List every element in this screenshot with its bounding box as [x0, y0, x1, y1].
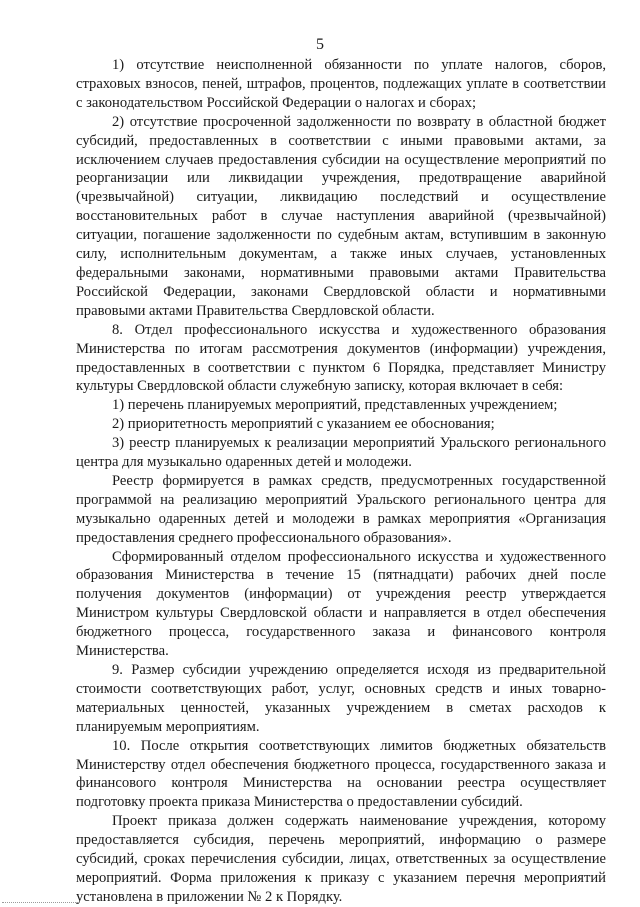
- paragraph-item-10: 10. После открытия соответствующих лимитов бюджетных обязательств Министерству отдел обеспечения бюджетного процесса, государственного заказа и финансового контроля Министерства на основании реестра осуществляет подготовку проекта приказа Министерства о предоставлении субсидий.: [76, 737, 606, 811]
- paragraph-list-item-2: 2) приоритетность мероприятий с указанием ее обоснования;: [112, 416, 495, 433]
- paragraph-list-item-3: 3) реестр планируемых к реализации мероприятий Уральского регионального центра для музыкально одаренных детей и молодежи.: [76, 435, 606, 471]
- paragraph-condition-1-taxes: 1) отсутствие неисполненной обязанности по уплате налогов, сборов, страховых взносов, пеней, штрафов, процентов, подлежащих уплате в соответствии с законодательством Российской Федерации о налогах и сборах;: [76, 57, 606, 111]
- document-body: [76, 56, 606, 907]
- paragraph-registry-approval: Сформированный отделом профессионального искусства и художественного образования Министерства в течение 15 (пятнадцати) рабочих дней после получения документов (информации) от учреждения реестр утверждается Министром культуры Свердловской области и направляется в отдел обеспечения бюджетного процесса, государственного заказа и финансового контроля Министерства.: [76, 548, 606, 660]
- paragraph-registry: Реестр формируется в рамках средств, предусмотренных государственной программой на реализацию мероприятий Уральского регионального центра для музыкально одаренных детей и молодежи в рамках мероприятия «Организация предоставления среднего профессионального образования».: [76, 472, 606, 546]
- paragraph-list-item-1: 1) перечень планируемых мероприятий, представленных учреждением;: [112, 397, 558, 414]
- page-number: 5: [316, 36, 324, 53]
- paragraph-condition-2-overdue-debt: 2) отсутствие просроченной задолженности по возврату в областной бюджет субсидий, предоставленных в соответствии с иными правовыми актами, за исключением случаев предоставления субсидии на осуществление мероприятий по реорганизации или ликвидации учреждения, предотвращение аварийной (чрезвычайной) ситуации, ликвидацию последствий и осуществление восстановительных работ в случае наступления аварийной (чрезвычайной) ситуации, погашение задолженности по судебным актам, вступившим в законную силу, исполнительным документам, а также иных случаев, установленных федеральными законами, нормативными правовыми актами Правительства Российской Федерации, законами Свердловской области и нормативными правовыми актами Правительства Свердловской области.: [76, 113, 606, 319]
- paragraph-item-8: 8. Отдел профессионального искусства и художественного образования Министерства по итогам рассмотрения документов (информации) учреждения, предоставленных в соответствии с пунктом 6 Порядка, представляет Министру культуры Свердловской области служебную записку, которая включает в себя:: [76, 321, 606, 395]
- paragraph-item-9: 9. Размер субсидии учреждению определяется исходя из предварительной стоимости соответствующих работ, услуг, основных средств и иных товарно-материальных ценностей, указанных учреждением в сметах расходов к планируемым мероприятиям.: [76, 662, 606, 735]
- footer-dotted-line: [2, 902, 80, 903]
- paragraph-order-draft: Проект приказа должен содержать наименование учреждения, которому предоставляется субсидия, перечень мероприятий, информацию о размере субсидий, сроках перечисления субсидии, лицах, ответственных за осуществление мероприятий. Форма приложения к приказу с указанием перечня мероприятий установлена в приложении № 2 к Порядку.: [76, 813, 606, 905]
